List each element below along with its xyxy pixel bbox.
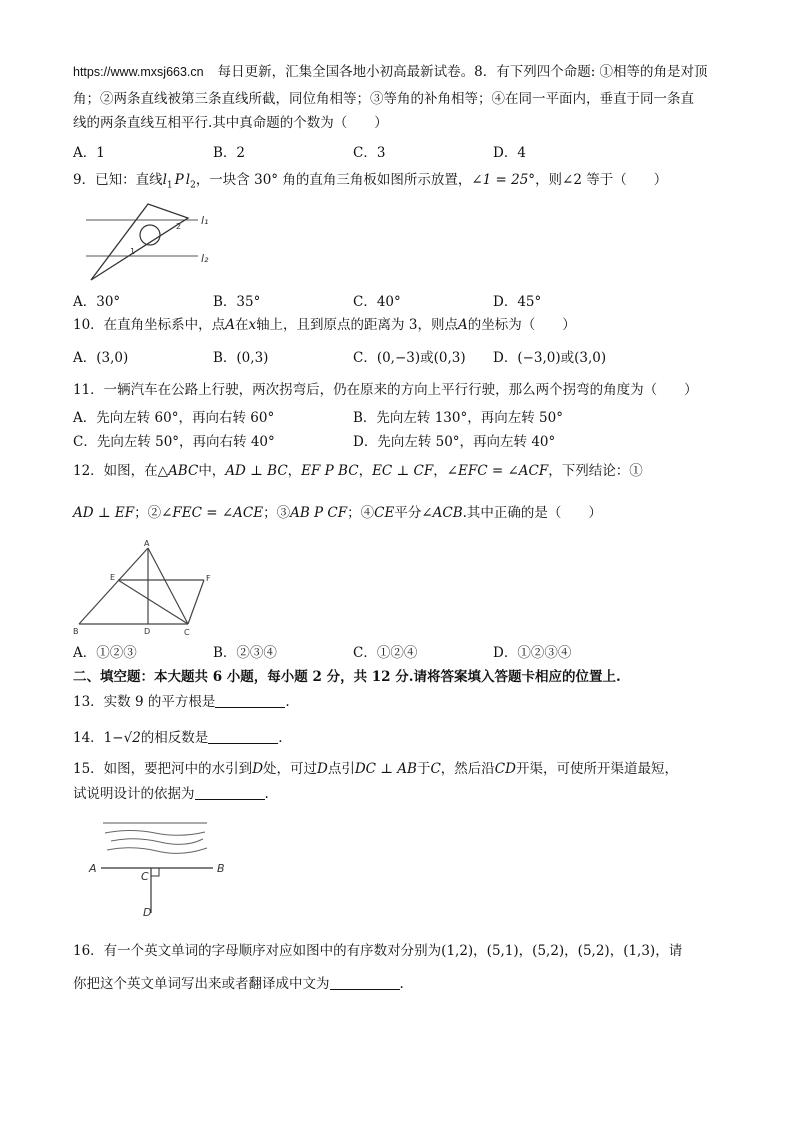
q13-stem: 13．实数 9 的平方根是 . [73, 694, 290, 710]
q8-option-b[interactable]: B．2 [213, 145, 246, 161]
point-E: E [110, 573, 116, 582]
q11-option-a[interactable]: A．先向左转 60°，再向右转 60° [73, 410, 275, 426]
q11-option-b[interactable]: B．先向左转 130°，再向左转 50° [353, 410, 563, 426]
q10-option-c[interactable]: C．(0,−3)或(0,3) [353, 350, 466, 366]
q15-figure [85, 815, 235, 925]
q9-stem: 9．已知：直线$l_1$ P $l_2$，一块含 30° 角的直角三角板如图所示放置，∠1 = 25°，则∠2 等于（ ） [73, 172, 668, 191]
q12-option-d[interactable]: D．①②③④ [493, 645, 572, 661]
q12-stem-line1: 12．如图，在△ABC中，AD ⊥ BC，EF P BC，EC ⊥ CF，∠EFC = ∠ACF，下列结论：① [73, 463, 643, 479]
point-A: A [89, 862, 97, 875]
q16-stem-line1: 16．有一个英文单词的字母顺序对应如图中的有序数对分别为(1,2)，(5,1)，(5,2)，(5,2)，(1,3)，请 [73, 943, 683, 959]
right-angle-mark [151, 868, 159, 876]
q14-stem: 14．1−√2的相反数是 . [73, 730, 283, 746]
river-wave-1 [105, 831, 205, 836]
river-wave-2 [111, 839, 203, 845]
header-url[interactable]: https://www.mxsj663.cn [73, 65, 204, 79]
q9-option-d[interactable]: D．45° [493, 294, 542, 310]
q10-option-d[interactable]: D．(−3,0)或(3,0) [493, 350, 607, 366]
angle-label-2: 2 [176, 222, 182, 231]
q8-line2: 角；②两条直线被第三条直线所截，同位角相等；③等角的补角相等；④在同一平面内，垂直于同一条直 [73, 91, 694, 107]
river-wave-3 [107, 848, 207, 854]
q12-option-c[interactable]: C．①②④ [353, 645, 418, 661]
q12-stem-line2: AD ⊥ EF；②∠FEC = ∠ACE；③AB P CF；④CE平分∠ACB.其中正确的是（ ） [73, 505, 602, 521]
point-B: B [73, 627, 79, 636]
segment-AC [148, 548, 188, 624]
q12-option-b[interactable]: B．②③④ [213, 645, 277, 661]
q11-option-d[interactable]: D．先向左转 50°，再向左转 40° [353, 434, 556, 450]
q12-figure [70, 538, 220, 638]
q8-line3: 线的两条直线互相平行.其中真命题的个数为（ ） [73, 115, 388, 131]
point-D: D [144, 627, 151, 636]
q14-answer-blank[interactable] [208, 729, 278, 744]
q13-answer-blank[interactable] [215, 693, 285, 708]
segment-AB [79, 548, 148, 624]
triangle-ruler [91, 204, 188, 280]
section-heading: 二、填空题：本大题共 6 小题，每小题 2 分，共 12 分.请将答案填入答题卡相应的位置上. [73, 669, 621, 685]
q8-option-d[interactable]: D．4 [493, 145, 526, 161]
q16-stem-line2: 你把这个英文单词写出来或者翻译成中文为 . [73, 976, 404, 992]
label-l1: l₁ [201, 214, 209, 227]
q10-stem: 10．在直角坐标系中，点A在x轴上，且到原点的距离为 3，则点A的坐标为（ ） [73, 317, 576, 333]
q9-option-a[interactable]: A．30° [73, 294, 121, 310]
header-line [73, 62, 708, 82]
q10-option-a[interactable]: A．(3,0) [73, 350, 129, 366]
header-promo: 每日更新，汇集全国各地小初高最新试卷。 [217, 64, 475, 80]
point-B: B [217, 862, 225, 875]
label-l2: l₂ [201, 252, 209, 265]
point-F: F [206, 574, 211, 583]
q15-answer-blank[interactable] [195, 785, 265, 800]
point-C: C [141, 870, 149, 883]
q9-option-c[interactable]: C．40° [353, 294, 401, 310]
q12-option-a[interactable]: A．①②③ [73, 645, 137, 661]
point-A: A [144, 539, 150, 548]
q8-option-c[interactable]: C．3 [353, 145, 386, 161]
q9-option-b[interactable]: B．35° [213, 294, 261, 310]
segment-CF [188, 580, 204, 624]
segment-EC [118, 580, 188, 624]
q8-start: 8．有下列四个命题: ①相等的角是对顶 [474, 64, 708, 80]
q9-figure [80, 198, 220, 288]
q11-option-c[interactable]: C．先向左转 50°，再向右转 40° [73, 434, 275, 450]
q16-answer-blank[interactable] [330, 975, 400, 990]
angle-label-1: 1 [130, 247, 136, 256]
q15-stem-line1: 15．如图，要把河中的水引到D处，可过D点引DC ⊥ AB于C，然后沿CD开渠，可使所开渠道最短， [73, 761, 678, 777]
point-D: D [143, 906, 152, 919]
point-C: C [184, 628, 190, 637]
q8-option-a[interactable]: A．1 [73, 145, 105, 161]
q10-option-b[interactable]: B．(0,3) [213, 350, 269, 366]
q15-stem-line2: 试说明设计的依据为 . [73, 786, 269, 802]
q11-stem: 11．一辆汽车在公路上行驶，两次拐弯后，仍在原来的方向上平行行驶，那么两个拐弯的角度为（ ） [73, 382, 698, 398]
